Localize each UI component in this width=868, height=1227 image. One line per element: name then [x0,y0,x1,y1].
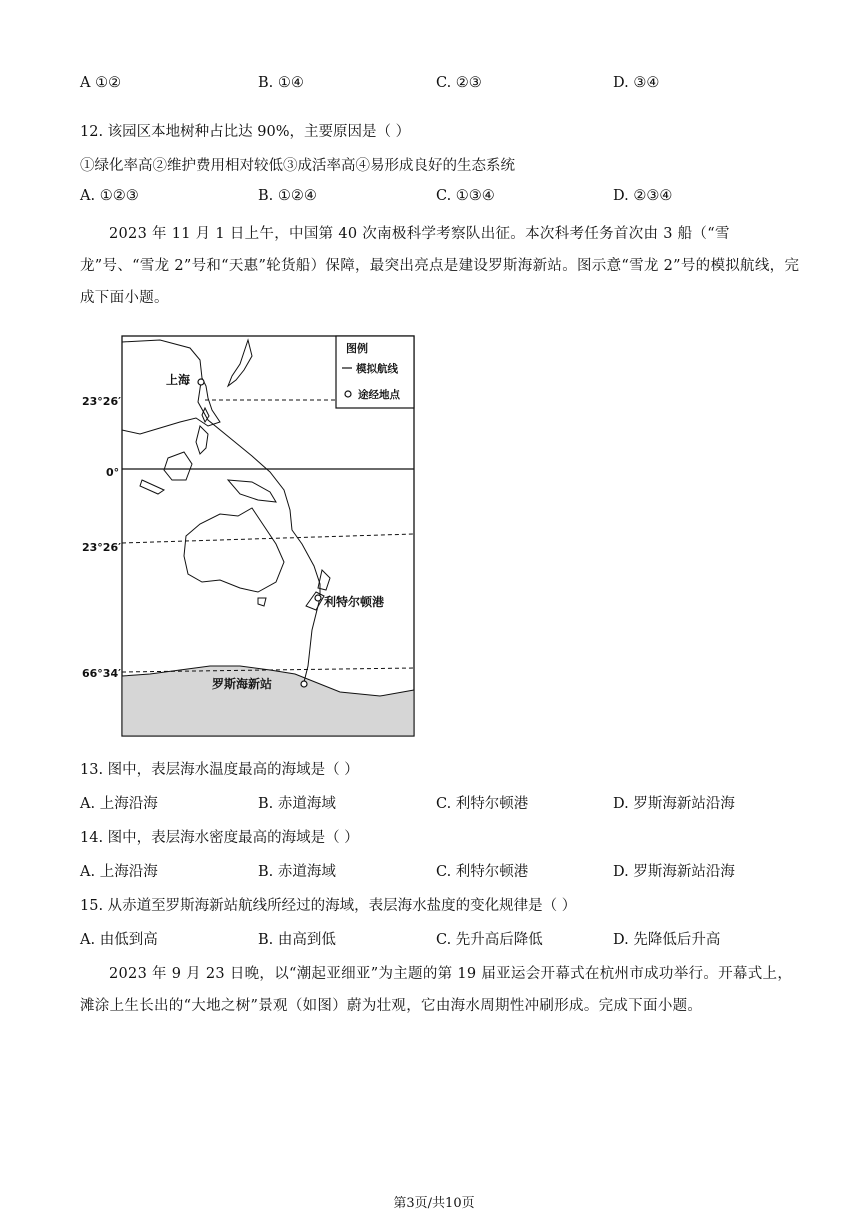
q14-option-a: A. 上海沿海 [80,864,158,880]
q13-option-a: A. 上海沿海 [80,796,158,812]
q11-option-c: C. ②③ [436,75,482,91]
lat-label-equator: 0° [106,466,120,479]
new-zealand-south-island [306,592,324,610]
ross-sea-station-label: 罗斯海新站 [212,677,273,691]
legend-title: 图例 [346,342,368,355]
q12-option-a: A. ①②③ [80,188,139,204]
new-guinea-island [228,480,276,502]
q11-option-b: B. ①④ [258,75,304,91]
q13-stem: 13. 图中，表层海水温度最高的海域是（ ） [80,762,359,778]
q14-stem: 14. 图中，表层海水密度最高的海域是（ ） [80,830,359,846]
java-island [140,480,164,494]
q12-stem: 12. 该园区本地树种占比达 90%，主要原因是（ ） [80,124,411,140]
lyttelton-label: 利特尔顿港 [324,595,385,609]
legend-point-swatch [345,391,351,397]
lat-label-tropic-capricorn: 23°26′ [82,541,122,554]
legend-route-label: 模拟航线 [356,363,398,375]
q13-option-d: D. 罗斯海新站沿海 [613,796,735,812]
passage-antarctic-expedition: 2023 年 11 月 1 日上午，中国第 40 次南极科学考察队出征。本次科考任务首次由 3 船（“雪龙”号、“雪龙 2”号和“天惠”轮货船）保障，最突出亮点是建设罗斯海新站。图示意“雪龙 2”号的模拟航线，完成下面小题。 [80,226,800,306]
east-asia-coastline [122,340,220,434]
lat-label-tropic-cancer: 23°26′ [82,395,122,408]
borneo-island [164,452,192,480]
q11-option-a: A ①② [80,75,122,91]
q12-option-b: B. ①②④ [258,188,317,204]
q12-option-d: D. ②③④ [613,188,673,204]
q11-option-d: D. ③④ [613,75,660,91]
philippines-islands [196,426,208,454]
shanghai-point [198,379,204,385]
q15-option-d: D. 先降低后升高 [613,932,721,948]
australia-continent [184,508,284,592]
q12-option-c: C. ①③④ [436,188,495,204]
q15-option-b: B. 由高到低 [258,932,336,948]
q14-option-d: D. 罗斯海新站沿海 [613,864,735,880]
q13-option-b: B. 赤道海域 [258,796,336,812]
passage-asian-games: 2023 年 9 月 23 日晚，以“潮起亚细亚”为主题的第 19 届亚运会开幕式在杭州市成功举行。开幕式上，滩涂上生长出的“大地之树”景观（如图）蔚为壮观，它由海水周期性冲刷形成。完成下面小题。 [80,966,793,1014]
page-number-footer: 第3页/共10页 [393,1196,475,1211]
q14-option-c: C. 利特尔顿港 [436,864,529,880]
q14-option-b: B. 赤道海域 [258,864,336,880]
legend-point-label: 途经地点 [358,389,400,401]
q13-option-c: C. 利特尔顿港 [436,796,529,812]
route-map [80,330,420,740]
lat-label-antarctic-circle: 66°34′ [82,667,122,680]
lyttelton-point [315,595,321,601]
ross-sea-station-point [301,681,307,687]
tasmania-island [258,598,266,606]
q15-stem: 15. 从赤道至罗斯海新站航线所经过的海域，表层海水盐度的变化规律是（ ） [80,898,577,914]
q12-statements: ①绿化率高②维护费用相对较低③成活率高④易形成良好的生态系统 [80,158,515,174]
simulated-route-line [198,382,320,682]
q15-option-a: A. 由低到高 [80,932,158,948]
shanghai-label: 上海 [166,373,191,387]
q15-option-c: C. 先升高后降低 [436,932,543,948]
tropic-of-capricorn-line [122,534,414,543]
japan-island [228,340,252,386]
